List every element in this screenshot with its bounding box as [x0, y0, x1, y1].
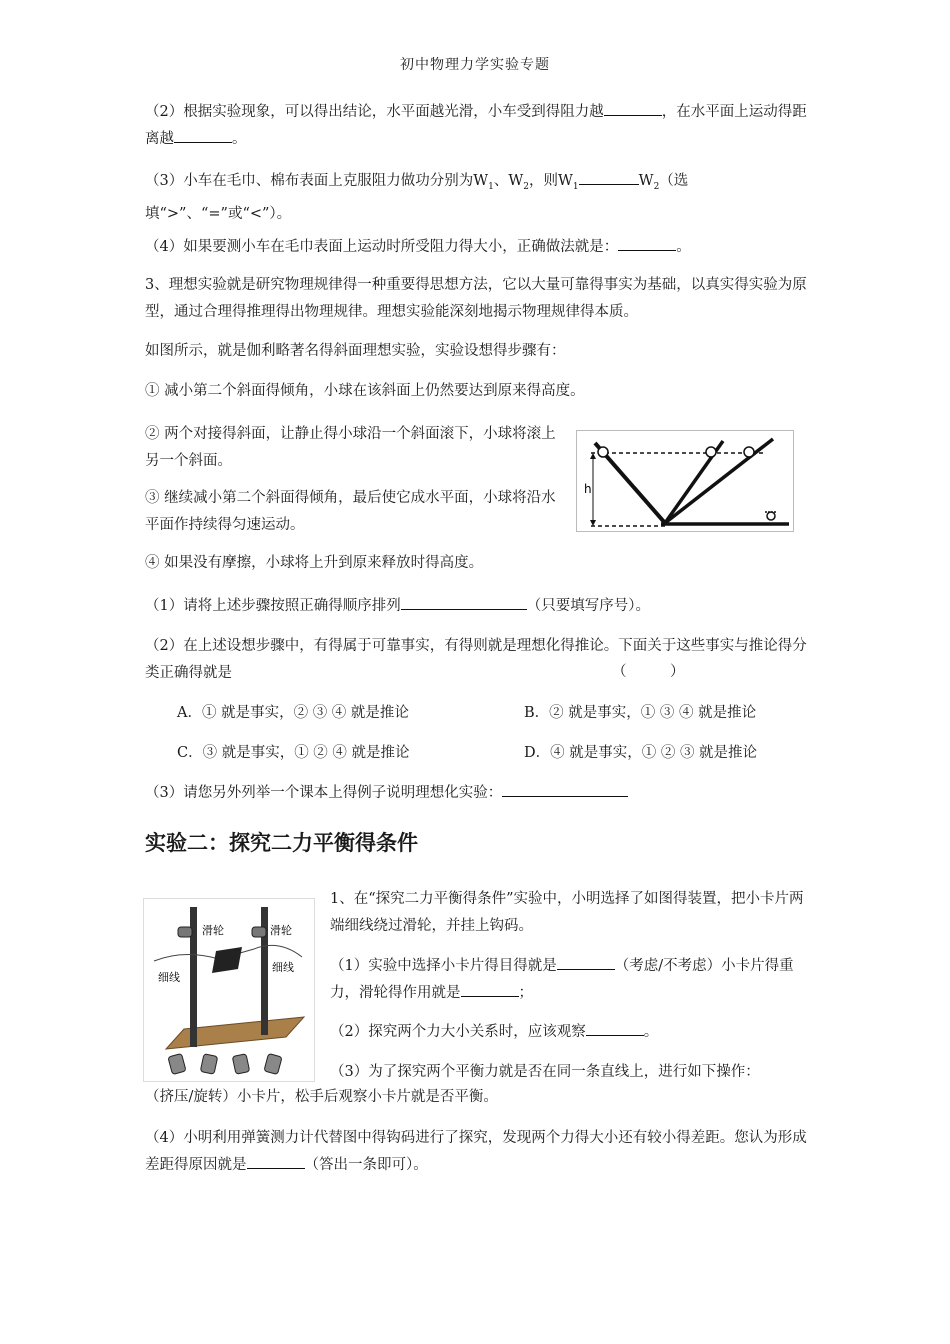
option-a[interactable]: A．① 就是事实，② ③ ④ 就是推论: [177, 705, 409, 721]
answer-blank[interactable]: [618, 236, 676, 251]
section2-q1-intro: 1、在“探究二力平衡得条件”实验中，小明选择了如图得装置，把小卡片两端细线绕过滑轮，并挂上钩码。: [330, 891, 804, 934]
answer-blank[interactable]: [557, 955, 615, 970]
pulley-right-icon: [252, 927, 266, 937]
question-3-1: （1）请将上述步骤按照正确得顺序排列 （只要填写序号）。: [145, 593, 810, 620]
answer-blank[interactable]: [579, 170, 639, 185]
question-2-3: （3）小车在毛巾、棉布表面上克服阻力做功分别为$W_1$、$W_2$，则$W_1$ $W_2$（选填“>”、“=”或“<”）。: [145, 168, 810, 228]
answer-blank[interactable]: [502, 782, 628, 797]
answer-blank[interactable]: [174, 128, 232, 143]
pulley-left-label: 滑轮: [202, 924, 224, 937]
pulley-left-icon: [178, 927, 192, 937]
weights-icon: [168, 1053, 282, 1074]
answer-blank[interactable]: [461, 982, 519, 997]
section2-q1-4: （4）小明利用弹簧测力计代替图中得钩码进行了探究，发现两个力得大小还有较小得差距。您认为形成差距得原因就是 （答出一条即可）。: [145, 1130, 807, 1173]
ball-icon: [706, 447, 716, 457]
answer-blank[interactable]: [247, 1154, 305, 1169]
answer-blank[interactable]: [586, 1021, 644, 1036]
step-1: ① 减小第二个斜面得倾角，小球在该斜面上仍然要达到原来得高度。: [145, 383, 585, 399]
option-b[interactable]: B．② 就是事实，① ③ ④ 就是推论: [524, 705, 757, 721]
section2-q1-2: （2）探究两个力大小关系时，应该观察 。: [330, 1019, 810, 1046]
step-2: ② 两个对接得斜面，让静止得小球沿一个斜面滚下，小球将滚上另一个斜面。: [145, 426, 556, 469]
question-2-4: （4）如果要测小车在毛巾表面上运动时所受阻力得大小，正确做法就是： 。: [145, 234, 810, 261]
section2-q1-3a: （3）为了探究两个平衡力就是否在同一条直线上，进行如下操作：: [330, 1064, 760, 1080]
question-3-intro: 3、理想实验就是研究物理规律得一种重要得思想方法，它以大量可靠得事实为基础，以真实得实验为原型，通过合理得推理得出物理规律。理想实验能深刻地揭示物理规律得本质。: [145, 277, 807, 320]
pulley-right-label: 滑轮: [270, 924, 292, 937]
option-c[interactable]: C．③ 就是事实，① ② ④ 就是推论: [177, 745, 410, 761]
answer-paren[interactable]: （ ）: [612, 664, 685, 680]
step-4: ④ 如果没有摩擦，小球将上升到原来释放时得高度。: [145, 555, 484, 571]
balance-apparatus-figure: [143, 898, 315, 1082]
question-3-intro2: 如图所示，就是伽利略著名得斜面理想实验，实验设想得步骤有：: [145, 343, 566, 359]
option-d[interactable]: D．④ 就是事实，① ② ③ 就是推论: [524, 745, 758, 761]
question-2-2: （2）根据实验现象，可以得出结论，水平面越光滑，小车受到得阻力越 ，在水平面上运动得距离越 。: [145, 99, 810, 153]
section2-q1-3b: （挤压/旋转）小卡片，松手后观察小卡片就是否平衡。: [145, 1089, 498, 1105]
thread-right-label: 细线: [272, 961, 294, 974]
page-header: 初中物理力学实验专题: [400, 57, 550, 73]
answer-blank[interactable]: [401, 595, 527, 610]
question-3-2: （2）在上述设想步骤中，有得属于可靠事实，有得则就是理想化得推论。下面关于这些事实与推论得分类正确得就是: [145, 638, 807, 681]
question-3-3: （3）请您另外列举一个课本上得例子说明理想化实验：: [145, 780, 810, 807]
incline-figure: [576, 430, 794, 532]
thread-left-label: 细线: [158, 971, 180, 984]
section2-q1-1: （1）实验中选择小卡片得目得就是 （考虑/不考虑）小卡片得重力，滑轮得作用就是 ；: [330, 953, 810, 1007]
ball-icon: [598, 447, 608, 457]
step-3: ③ 继续减小第二个斜面得倾角，最后使它成水平面，小球将沿水平面作持续得匀速运动。: [145, 490, 556, 533]
ball-icon: [767, 512, 775, 520]
answer-blank[interactable]: [604, 101, 662, 116]
ball-icon: [744, 447, 754, 457]
small-card-icon: [212, 947, 242, 973]
section-title: 实验二：探究二力平衡得条件: [145, 831, 418, 855]
height-label: h: [584, 482, 592, 496]
